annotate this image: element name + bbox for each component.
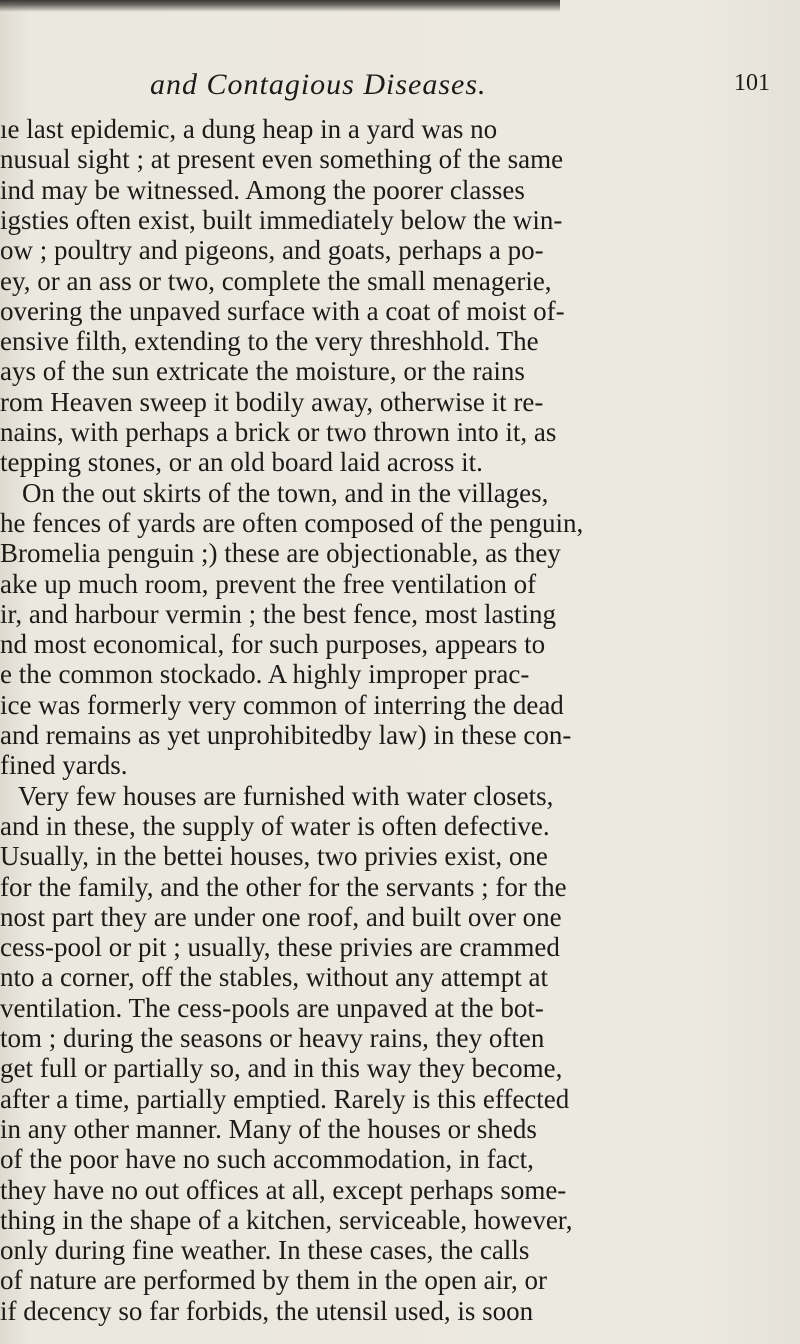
- text-line: tom ; during the seasons or heavy rains, they often: [0, 1023, 545, 1053]
- text-line: and in these, the supply of water is often defective.: [0, 810, 550, 841]
- text-line: for the family, and the other for the servants ; for the: [0, 871, 567, 902]
- text-line: thing in the shape of a kitchen, serviceable, however,: [0, 1204, 573, 1235]
- text-line: after a time, partially emptied. Rarely is this effected: [0, 1083, 570, 1114]
- text-line: overing the unpaved surface with a coat of moist of-: [0, 295, 565, 326]
- text-line: ir, and harbour vermin ; the best fence, most lasting: [0, 598, 557, 629]
- text-line: ays of the sun extricate the moisture, or the rains: [0, 356, 525, 387]
- text-line: ensive filth, extending to the very threshhold. The: [0, 326, 539, 357]
- text-line: Bromelia penguin ;) these are objectionable, as they: [0, 538, 561, 569]
- text-line: cess-pool or pit ; usually, these privies are crammed: [0, 932, 560, 963]
- text-line: igsties often exist, built immediately below the win-: [0, 204, 563, 235]
- text-line: nains, with perhaps a brick or two thrown into it, as: [0, 417, 557, 447]
- text-line: and remains as yet unprohibitedby law) in these con-: [0, 720, 572, 750]
- text-line: nusual sight ; at present even something of the same: [0, 144, 564, 175]
- text-line: ice was formerly very common of interring the dead: [0, 689, 564, 720]
- page-number: 101: [734, 70, 770, 96]
- text-line: ind may be witnessed. Among the poorer classes: [0, 174, 525, 205]
- text-line: ey, or an ass or two, complete the small menagerie,: [0, 265, 552, 296]
- text-line: only during fine weather. In these cases, the calls: [0, 1235, 530, 1266]
- text-line: of the poor have no such accommodation, in fact,: [0, 1144, 534, 1175]
- text-line: if decency so far forbids, the utensil used, is soon: [0, 1295, 534, 1326]
- running-head: [150, 68, 770, 118]
- text-line: On the out skirts of the town, and in the villages,: [22, 477, 549, 508]
- text-line: nost part they are under one roof, and built over one: [0, 901, 562, 932]
- text-line: Very few houses are furnished with water closets,: [18, 780, 554, 811]
- text-line: ake up much room, prevent the free ventilation of: [0, 568, 537, 599]
- text-line: ventilation. The cess-pools are unpaved at the bot-: [0, 992, 544, 1023]
- running-title: and Contagious Diseases.: [150, 68, 487, 101]
- text-line: he fences of yards are often composed of the penguin,: [0, 507, 584, 538]
- text-line: of nature are performed by them in the open air, or: [0, 1265, 547, 1296]
- text-line: in any other manner. Many of the houses or sheds: [0, 1113, 537, 1144]
- text-line: ıe last epidemic, a dung heap in a yard was no: [0, 114, 498, 144]
- text-line: they have no out offices at all, except perhaps some-: [0, 1174, 567, 1205]
- scan-edge-shadow: [0, 0, 560, 12]
- text-line: ow ; poultry and pigeons, and goats, perhaps a po-: [0, 235, 544, 266]
- text-line: rom Heaven sweep it bodily away, otherwise it re-: [0, 386, 544, 417]
- text-line: nto a corner, off the stables, without any attempt at: [0, 962, 549, 993]
- text-line: fined yards.: [0, 750, 128, 781]
- text-line: get full or partially so, and in this way they become,: [0, 1053, 563, 1084]
- text-line: nd most economical, for such purposes, appears to: [0, 629, 546, 660]
- text-line: tepping stones, or an old board laid across it.: [0, 447, 483, 478]
- text-line: Usually, in the bettei houses, two privies exist, one: [0, 841, 548, 872]
- text-line: e the common stockado. A highly improper prac-: [0, 659, 530, 690]
